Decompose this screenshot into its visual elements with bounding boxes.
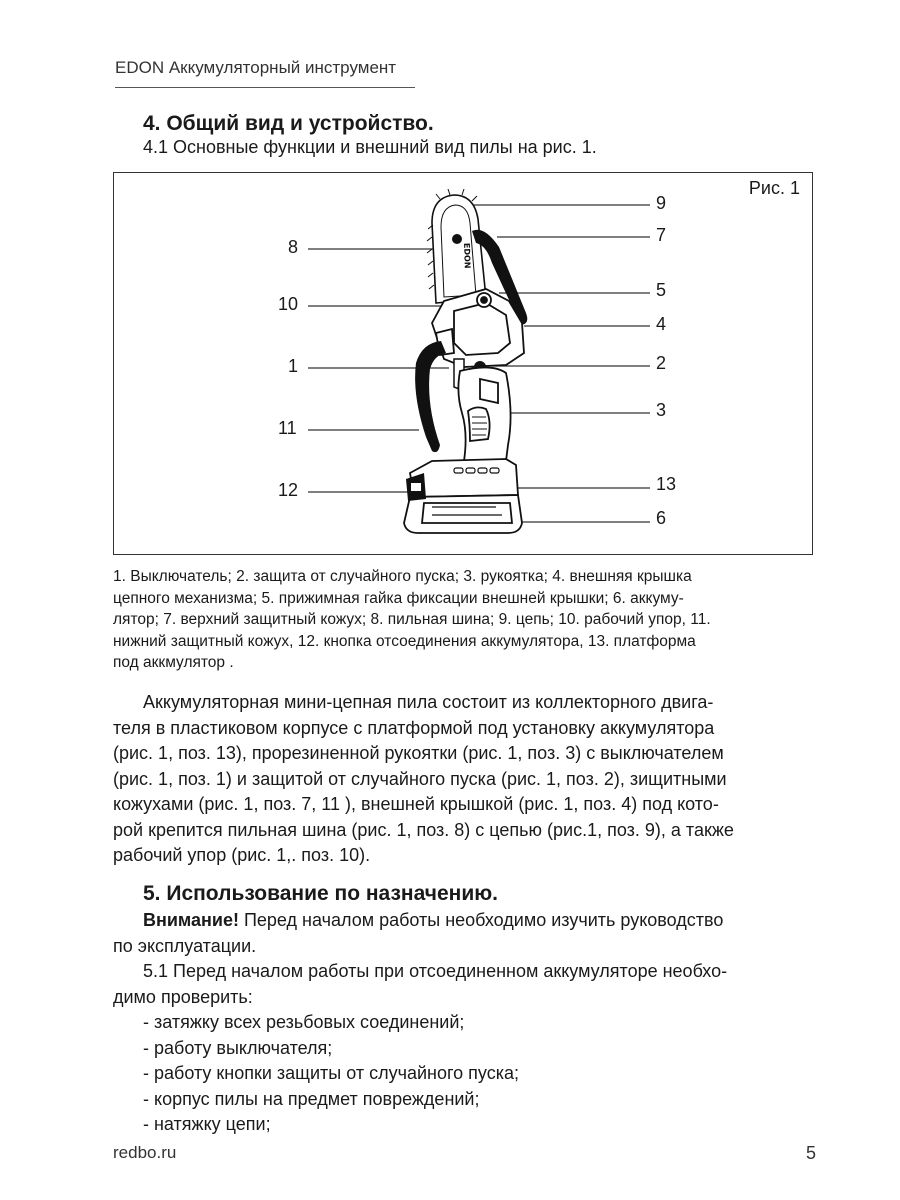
- page-number: 5: [806, 1143, 817, 1163]
- checklist-item: - натяжку цепи;: [143, 1114, 271, 1134]
- checklist-item: - работу выключателя;: [143, 1037, 333, 1058]
- legend-line: цепного механизма; 5. прижимная гайка фиксации внешней крышки; 6. аккуму-: [113, 589, 684, 607]
- paragraph-5-1-line: димо проверить:: [113, 986, 253, 1007]
- paragraph-line: рабочий упор (рис. 1,. поз. 10).: [113, 845, 371, 865]
- figure-1: [113, 172, 813, 555]
- callout-12: 12: [278, 480, 299, 500]
- section-4-heading: 4. Общий вид и устройство.: [143, 112, 434, 135]
- warning-label: Внимание!: [143, 910, 239, 930]
- callout-7: 7: [656, 225, 667, 245]
- header-divider: [115, 87, 415, 88]
- section-5-body: [113, 908, 818, 1138]
- checklist-item: - работу кнопки защиты от случайного пуска;: [143, 1063, 519, 1083]
- legend-line: под аккмулятор .: [113, 654, 234, 671]
- section-5-heading: 5. Использование по назначению.: [143, 882, 499, 905]
- checklist-item: - затяжку всех резьбовых соединений;: [143, 1012, 465, 1032]
- edon-logo: EDON: [462, 242, 472, 269]
- header-title: EDON Аккумуляторный инструмент: [115, 58, 397, 77]
- callout-4: 4: [656, 314, 667, 334]
- warning-line: [113, 908, 818, 934]
- callout-11: 11: [278, 418, 297, 438]
- figure-label: Рис. 1: [748, 178, 800, 198]
- paragraph-5-1-line: 5.1 Перед началом работы при отсоединенном аккумуляторе необхо-: [143, 961, 728, 981]
- callout-3: 3: [656, 400, 667, 420]
- legend-line: 1. Выключатель; 2. защита от случайного пуска; 3. рукоятка; 4. внешняя крышка: [113, 568, 692, 585]
- chainsaw-illustration: [114, 173, 812, 554]
- paragraph-line: теля в пластиковом корпусе с платформой под установку аккумулятора: [113, 717, 715, 738]
- callout-8: 8: [288, 237, 299, 257]
- paragraph-line: Аккумуляторная мини-цепная пила состоит из коллекторного двига-: [143, 692, 714, 712]
- warning-line-2: по эксплуатации.: [113, 935, 257, 956]
- callout-2: 2: [656, 353, 667, 373]
- callout-9: 9: [656, 193, 667, 213]
- warning-text: Перед началом работы необходимо изучить руководство: [238, 910, 724, 930]
- paragraph-line: рой крепится пильная шина (рис. 1, поз. 8) с цепью (рис.1, поз. 9), а также: [113, 819, 734, 840]
- paragraph-line: (рис. 1, поз. 13), прорезиненной рукоятки (рис. 1, поз. 3) с выключателем: [113, 743, 724, 763]
- checklist-item: - корпус пилы на предмет повреждений;: [143, 1088, 480, 1109]
- callout-5: 5: [656, 280, 667, 300]
- callout-10: 10: [278, 294, 299, 314]
- callout-6: 6: [656, 508, 667, 528]
- description-paragraph: [113, 690, 818, 869]
- paragraph-line: кожухами (рис. 1, поз. 7, 11 ), внешней крышкой (рис. 1, поз. 4) под кото-: [113, 794, 719, 814]
- callout-1: 1: [288, 356, 299, 376]
- legend-line: нижний защитный кожух, 12. кнопка отсоединения аккумулятора, 13. платформа: [113, 632, 696, 650]
- paragraph-line: (рис. 1, поз. 1) и защитой от случайного пуска (рис. 1, поз. 2), зищитными: [113, 768, 727, 789]
- callout-13: 13: [656, 474, 677, 494]
- legend-line: лятор; 7. верхний защитный кожух; 8. пильная шина; 9. цепь; 10. рабочий упор, 11.: [113, 611, 711, 628]
- figure-legend: [113, 566, 825, 674]
- footer-site: redbo.ru: [113, 1143, 177, 1162]
- section-4-1-subheading: 4.1 Основные функции и внешний вид пилы на рис. 1.: [143, 137, 597, 157]
